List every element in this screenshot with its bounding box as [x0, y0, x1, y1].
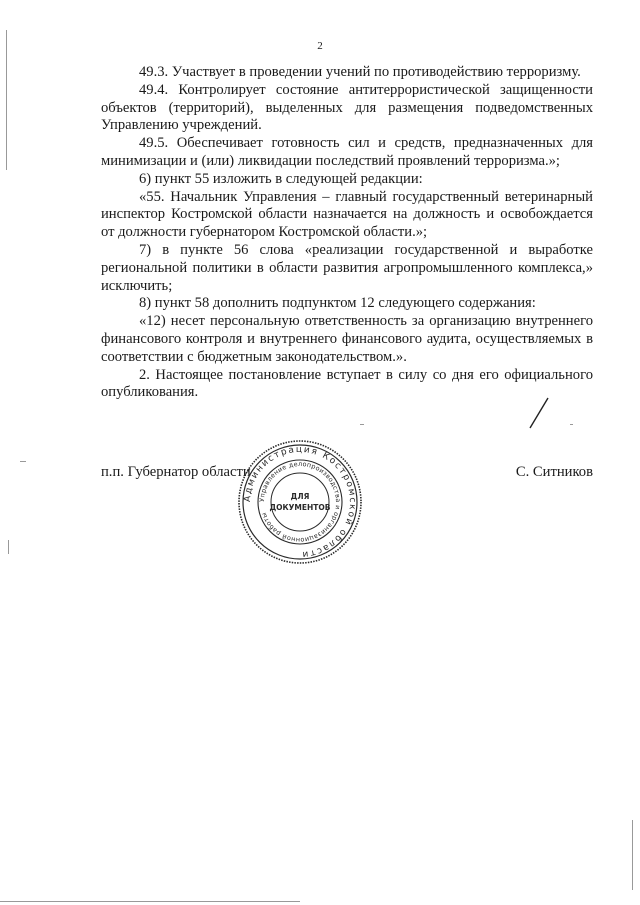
signatory-position: п.п. Губернатор области — [101, 464, 251, 480]
scan-edge-mark — [8, 540, 9, 554]
paragraph-item-8: 8) пункт 58 дополнить подпунктом 12 следующего содержания: — [139, 295, 536, 312]
scan-dash-mark — [20, 461, 26, 462]
paragraph-item-7: 7) в пункте 56 слова «реализации государственной и выработке региональной политики в области развития агропромышленного комплекса,» исключить; — [101, 241, 593, 294]
scan-dot-mark — [360, 424, 364, 425]
paragraph-12: «12) несет персональную ответственность за организацию внутреннего финансового контроля и внутреннего финансового аудита, осуществляемых в соответствии с бюджетным законодательством.». — [101, 313, 593, 365]
paragraph-55: «55. Начальник Управления – главный государственный ветеринарный инспектор Костромской области назначается на должность и освобождается от должности губернатором Костромской области.»; — [101, 188, 593, 241]
document-body — [101, 64, 593, 402]
scan-edge-mark — [6, 30, 7, 170]
signatory-name: С. Ситников — [515, 464, 593, 480]
seal-center-line-1: ДЛЯ — [290, 492, 310, 501]
seal-center-line-2: ДОКУМЕНТОВ — [269, 503, 331, 512]
paragraph-item-6: 6) пункт 55 изложить в следующей редакции: — [139, 170, 423, 187]
paragraph-49-5: 49.5. Обеспечивает готовность сил и средств, предназначенных для минимизации и (или) ликвидации последствий проявлений терроризма.»; — [101, 135, 593, 169]
scan-dot-mark — [570, 424, 573, 425]
official-seal-icon — [237, 439, 363, 565]
seal-outer-text: Администрация Костромской области — [242, 444, 358, 560]
handwritten-signature — [518, 395, 558, 431]
scan-edge-mark — [632, 820, 633, 890]
paragraph-49-3: 49.3. Участвует в проведении учений по противодействию терроризму. — [139, 64, 581, 80]
paragraph-section-2: 2. Настоящее постановление вступает в силу со дня его официального опубликования. — [101, 366, 593, 401]
page-number: 2 — [317, 40, 323, 52]
paragraph-49-4: 49.4. Контролирует состояние антитеррористической защищенности объектов (территорий), выделенных для размещения подведомственных Управлению учреждений. — [101, 81, 593, 134]
seal-inner-text: Управление делопроизводства и организационной работы — [257, 459, 343, 545]
scan-bottom-mark — [0, 901, 300, 902]
